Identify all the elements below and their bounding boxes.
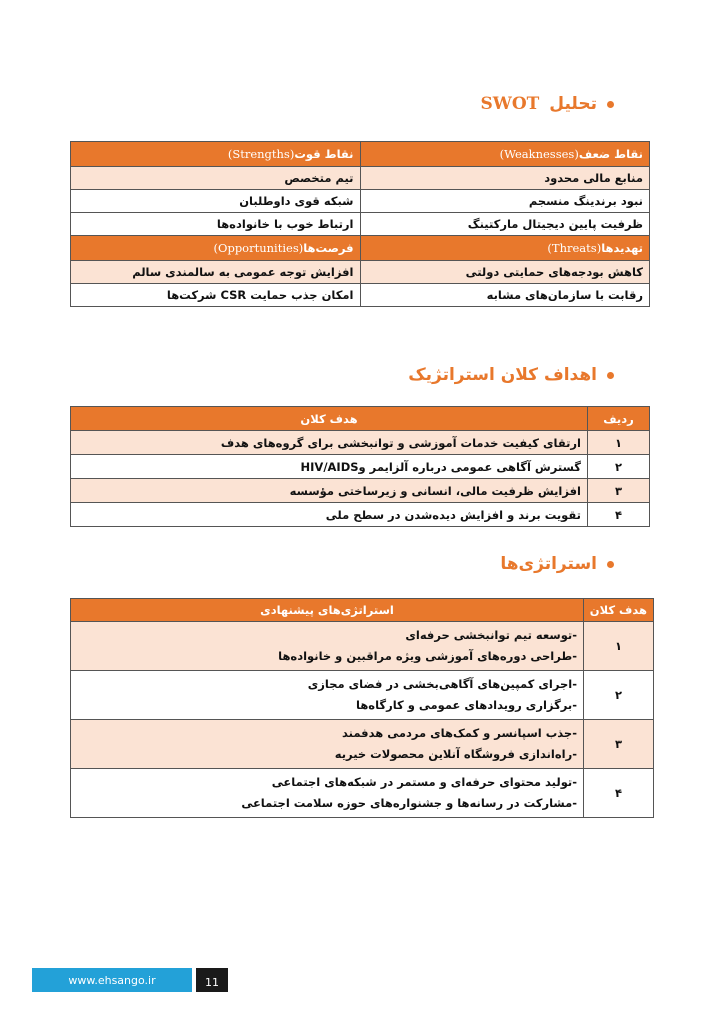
- goal-cell: گسترش آگاهی عمومی درباره آلزایمر وHIV/AIDS: [71, 455, 588, 479]
- strategies-heading-text: استراتژی‌ها: [500, 554, 597, 574]
- strategies-table: [70, 598, 654, 818]
- row-number: ۲: [584, 671, 654, 720]
- goal-cell: ارتقای کیفیت خدمات آموزشی و توانبخشی برای گروه‌های هدف: [71, 431, 588, 455]
- table-row: [71, 479, 650, 503]
- threats-label: تهدیدها: [601, 241, 643, 255]
- swot-heading-fa: تحلیل: [549, 94, 597, 114]
- table-row: [71, 213, 650, 236]
- table-row: [71, 261, 650, 284]
- col-goal: هدف کلان: [71, 407, 588, 431]
- goals-header-row: [71, 407, 650, 431]
- strategy-line: -طراحی دوره‌های آموزشی ویژه مراقبین و خانواده‌ها: [278, 649, 577, 663]
- strategies-heading: [500, 554, 614, 574]
- opportunities-en: (Opportunities): [213, 241, 304, 255]
- strategy-cell: [71, 769, 584, 818]
- opportunity-cell: افزایش توجه عمومی به سالمندی سالم: [71, 261, 361, 284]
- table-row: [71, 503, 650, 527]
- strength-cell: ارتباط خوب با خانواده‌ها: [71, 213, 361, 236]
- threats-header: [360, 236, 650, 261]
- strength-cell: تیم متخصص: [71, 167, 361, 190]
- strategy-cell: [71, 720, 584, 769]
- swot-header-row: [71, 236, 650, 261]
- bullet-icon: [607, 372, 614, 379]
- strategy-line: -اجرای کمپین‌های آگاهی‌بخشی در فضای مجازی: [307, 677, 577, 691]
- table-row: [71, 431, 650, 455]
- row-number: ۳: [588, 479, 650, 503]
- bullet-icon: [607, 101, 614, 108]
- table-row: [71, 284, 650, 307]
- strategy-cell: [71, 622, 584, 671]
- threat-cell: رقابت با سازمان‌های مشابه: [360, 284, 650, 307]
- weakness-cell: منابع مالی محدود: [360, 167, 650, 190]
- col-goal: هدف کلان: [584, 599, 654, 622]
- opportunities-header: [71, 236, 361, 261]
- swot-heading: [480, 94, 614, 114]
- strategy-line: -توسعه تیم توانبخشی حرفه‌ای: [405, 628, 577, 642]
- goals-heading: [408, 365, 614, 385]
- strategy-cell: [71, 671, 584, 720]
- col-row-number: ردیف: [588, 407, 650, 431]
- opportunities-label: فرصت‌ها: [303, 241, 354, 255]
- goal-cell: افزایش ظرفیت مالی، انسانی و زیرساختی مؤسسه: [71, 479, 588, 503]
- goals-heading-text: اهداف کلان استراتژیک: [408, 365, 597, 385]
- table-row: [71, 720, 654, 769]
- row-number: ۴: [588, 503, 650, 527]
- strategies-header-row: [71, 599, 654, 622]
- weaknesses-header: [360, 142, 650, 167]
- weaknesses-en: (Weaknesses): [499, 147, 579, 161]
- weakness-cell: ظرفیت پایین دیجیتال مارکتینگ: [360, 213, 650, 236]
- row-number: ۴: [584, 769, 654, 818]
- opportunity-cell: امکان جذب حمایت CSR شرکت‌ها: [71, 284, 361, 307]
- swot-heading-latin: SWOT: [480, 94, 540, 114]
- strengths-en: (Strengths): [227, 147, 295, 161]
- threats-en: (Threats): [547, 241, 602, 255]
- row-number: ۲: [588, 455, 650, 479]
- strategy-line: -راه‌اندازی فروشگاه آنلاین محصولات خیریه: [334, 747, 577, 761]
- row-number: ۳: [584, 720, 654, 769]
- threat-cell: کاهش بودجه‌های حمایتی دولتی: [360, 261, 650, 284]
- table-row: [71, 622, 654, 671]
- row-number: ۱: [584, 622, 654, 671]
- swot-header-row: [71, 142, 650, 167]
- goals-table: [70, 406, 650, 527]
- col-strategy: استراتژی‌های پیشنهادی: [71, 599, 584, 622]
- strengths-header: [71, 142, 361, 167]
- table-row: [71, 190, 650, 213]
- website-link[interactable]: www.ehsango.ir: [32, 968, 192, 992]
- weakness-cell: نبود برندینگ منسجم: [360, 190, 650, 213]
- strategy-line: -مشارکت در رسانه‌ها و جشنواره‌های حوزه سلامت اجتماعی: [241, 796, 577, 810]
- swot-table: [70, 141, 650, 307]
- goal-cell: تقویت برند و افزایش دیده‌شدن در سطح ملی: [71, 503, 588, 527]
- table-row: [71, 769, 654, 818]
- bullet-icon: [607, 561, 614, 568]
- strengths-label: نقاط قوت: [294, 147, 354, 161]
- row-number: ۱: [588, 431, 650, 455]
- strength-cell: شبکه قوی داوطلبان: [71, 190, 361, 213]
- strategy-line: -برگزاری رویدادهای عمومی و کارگاه‌ها: [356, 698, 577, 712]
- table-row: [71, 455, 650, 479]
- strategy-line: -جذب اسپانسر و کمک‌های مردمی هدفمند: [342, 726, 577, 740]
- table-row: [71, 671, 654, 720]
- strategy-line: -تولید محتوای حرفه‌ای و مستمر در شبکه‌های اجتماعی: [271, 775, 577, 789]
- page-number: 11: [196, 968, 228, 992]
- table-row: [71, 167, 650, 190]
- weaknesses-label: نقاط ضعف: [578, 147, 643, 161]
